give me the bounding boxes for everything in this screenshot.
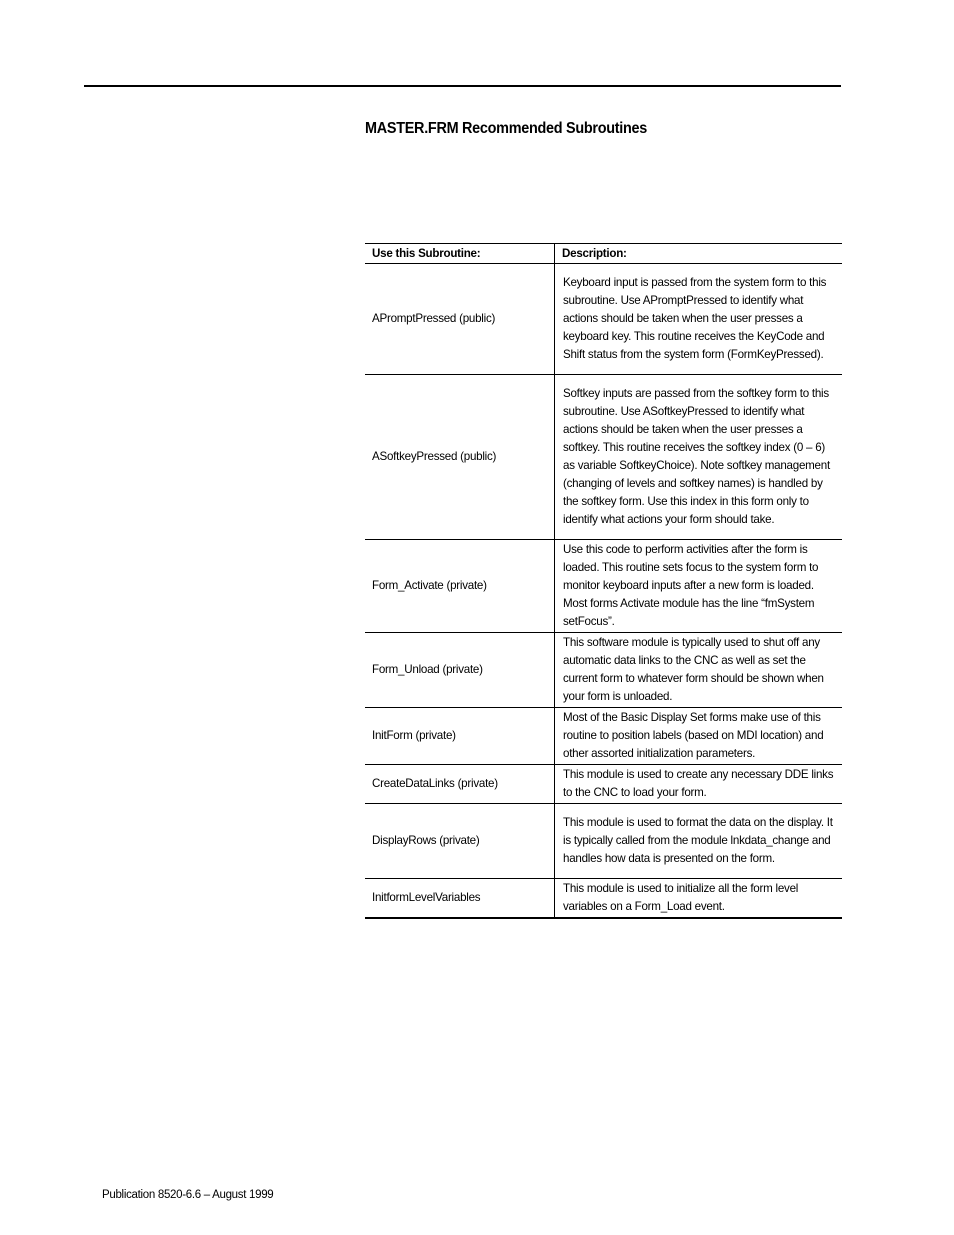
header-description: Description:	[555, 244, 843, 264]
subroutine-description: Use this code to perform activities after the form is loaded. This routine sets focus to the system form to monitor keyboard inputs after a new form is loaded. Most forms Activate module has the line “fmSystem setFocus”.	[555, 540, 843, 633]
subroutine-name: DisplayRows (private)	[365, 804, 555, 879]
subroutine-description: Keyboard input is passed from the system form to this subroutine. Use APromptPressed to identify what actions should be taken when the user presses a keyboard key. This routine receives the KeyCode and Shift status from the system form (FormKeyPressed).	[555, 264, 843, 375]
subroutine-description: Most of the Basic Display Set forms make use of this routine to position labels (based on MDI location) and other assorted initialization parameters.	[555, 708, 843, 765]
subroutine-name: InitForm (private)	[365, 708, 555, 765]
table-row	[365, 804, 842, 879]
table-row	[365, 375, 842, 540]
section-title: MASTER.FRM Recommended Subroutines	[365, 120, 648, 137]
subroutine-description: This software module is typically used to shut off any automatic data links to the CNC as well as set the current form to whatever form should be shown when your form is unloaded.	[555, 633, 843, 708]
publication-footer: Publication 8520-6.6 – August 1999	[102, 1189, 274, 1201]
table-row	[365, 765, 842, 804]
subroutine-description: This module is used to initialize all the form level variables on a Form_Load event.	[555, 879, 843, 919]
table-row	[365, 633, 842, 708]
subroutine-description: This module is used to create any necessary DDE links to the CNC to load your form.	[555, 765, 843, 804]
subroutine-name: APromptPressed (public)	[365, 264, 555, 375]
subroutine-name: Form_Unload (private)	[365, 633, 555, 708]
subroutine-name: CreateDataLinks (private)	[365, 765, 555, 804]
subroutine-name: InitformLevelVariables	[365, 879, 555, 919]
table-row	[365, 708, 842, 765]
subroutines-table	[365, 243, 842, 919]
table-row	[365, 540, 842, 633]
table-row	[365, 264, 842, 375]
subroutine-description: This module is used to format the data on the display. It is typically called from the module lnkdata_change and handles how data is presented on the form.	[555, 804, 843, 879]
top-rule	[84, 85, 841, 87]
subroutine-name: ASoftkeyPressed (public)	[365, 375, 555, 540]
table-header-row	[365, 244, 842, 264]
table-row	[365, 879, 842, 919]
subroutine-name: Form_Activate (private)	[365, 540, 555, 633]
header-subroutine: Use this Subroutine:	[365, 244, 555, 264]
subroutine-description: Softkey inputs are passed from the softkey form to this subroutine. Use ASoftkeyPressed to identify what actions should be taken when the user presses a softkey. This routine receives the softkey index (0 – 6) as variable SoftkeyChoice). Note softkey management (changing of levels and softkey names) is handled by the softkey form. Use this index in this form only to identify what actions your form should take.	[555, 375, 843, 540]
